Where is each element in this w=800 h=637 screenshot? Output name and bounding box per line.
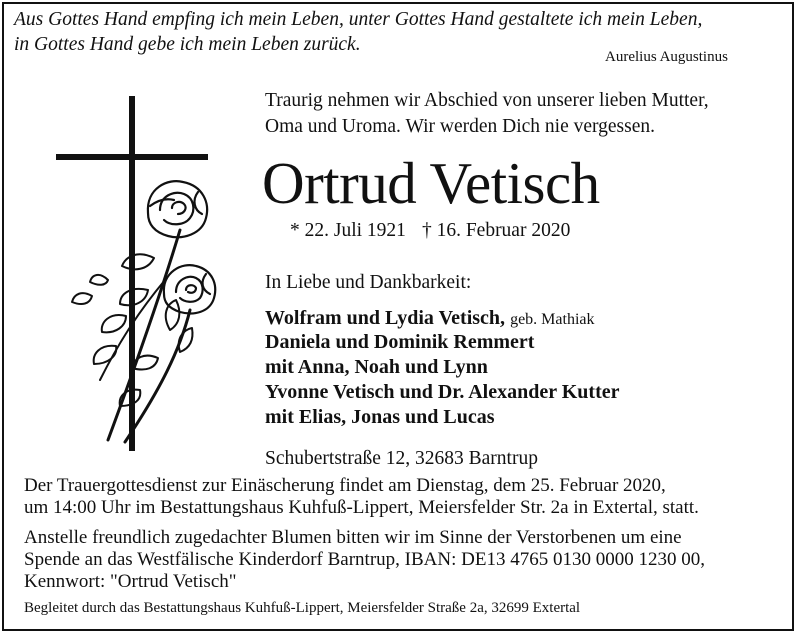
- donation-line-2: Spende an das Westfälische Kinderdorf Barntrup, IBAN: DE13 4765 0130 0000 1230 00,: [24, 549, 705, 570]
- funeral-home-footer: Begleitet durch das Bestattungshaus Kuhfuß-Lippert, Meiersfelder Straße 2a, 32699 Extertal: [24, 600, 581, 616]
- quote-line-1: Aus Gottes Hand empfing ich mein Leben, unter Gottes Hand gestaltete ich mein Leben,: [14, 9, 703, 30]
- mourner-line-1: [265, 306, 594, 332]
- birth-date: * 22. Juli 1921: [290, 220, 406, 241]
- family-address: Schubertstraße 12, 32683 Barntrup: [265, 448, 538, 469]
- intro-line-2: Oma und Uroma. Wir werden Dich nie vergessen.: [265, 116, 656, 137]
- life-dates: [290, 220, 570, 242]
- mourner-line-3: mit Anna, Noah und Lynn: [265, 356, 488, 378]
- cross-with-roses-icon: [30, 90, 240, 460]
- donation-line-3: Kennwort: "Ortrud Vetisch": [24, 571, 237, 592]
- service-line-1: Der Trauergottesdienst zur Einäscherung findet am Dienstag, dem 25. Februar 2020,: [24, 475, 666, 496]
- service-line-2: um 14:00 Uhr im Bestattungshaus Kuhfuß-Lippert, Meiersfelder Str. 2a in Extertal, statt.: [24, 497, 699, 518]
- mourner-line-5: mit Elias, Jonas und Lucas: [265, 406, 495, 428]
- quote-line-2: in Gottes Hand gebe ich mein Leben zurück.: [14, 34, 361, 55]
- mourner-line-4: Yvonne Vetisch und Dr. Alexander Kutter: [265, 381, 620, 403]
- quote-author: Aurelius Augustinus: [605, 49, 728, 65]
- mourner-names: Wolfram und Lydia Vetisch,: [265, 307, 506, 329]
- intro-line-1: Traurig nehmen wir Abschied von unserer lieben Mutter,: [265, 90, 709, 111]
- death-date: † 16. Februar 2020: [421, 220, 571, 241]
- mourner-birthname: geb. Mathiak: [510, 311, 595, 328]
- mourner-line-2: Daniela und Dominik Remmert: [265, 331, 535, 353]
- mourners-heading: In Liebe und Dankbarkeit:: [265, 272, 472, 293]
- donation-line-1: Anstelle freundlich zugedachter Blumen bitten wir im Sinne der Verstorbenen um eine: [24, 527, 682, 548]
- deceased-name: Ortrud Vetisch: [262, 150, 600, 216]
